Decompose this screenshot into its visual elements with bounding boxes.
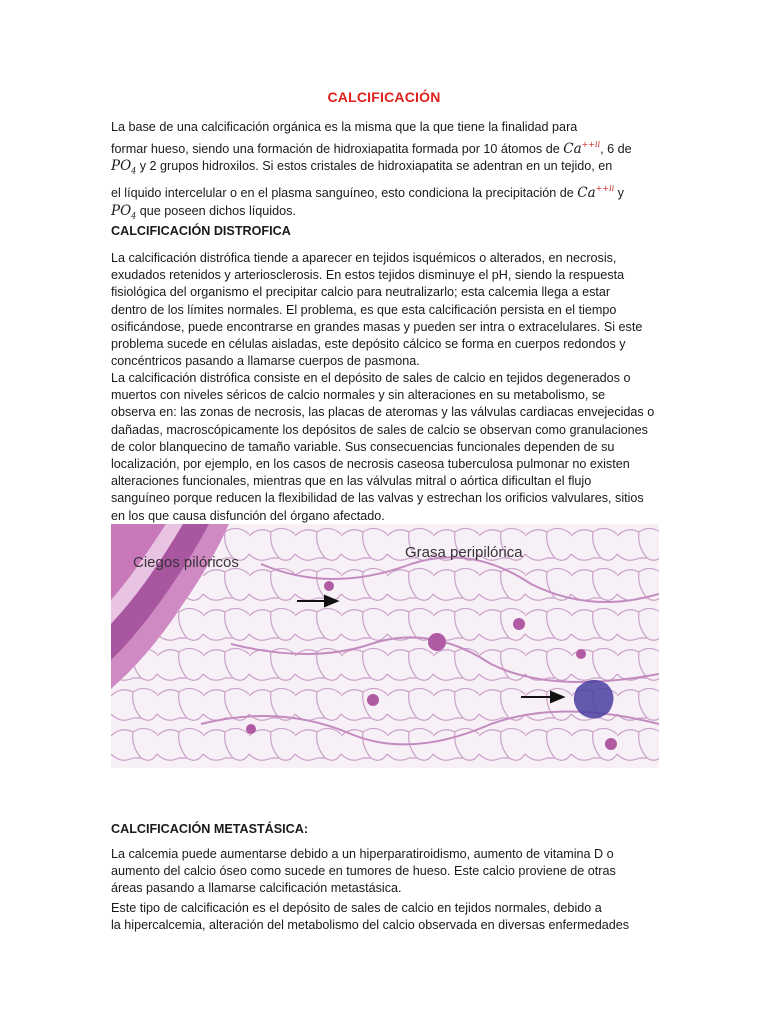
section-heading-metastasica: CALCIFICACIÓN METASTÁSICA: <box>111 822 309 836</box>
paragraph-line: problema sucede en células aisladas, este depósito cálcico se forma en cuerpos redondos y <box>111 337 626 352</box>
formula-charge: ++ii <box>595 184 615 194</box>
calcium-formula <box>563 141 600 157</box>
paragraph-line: sanguíneo porque reducen la flexibilidad de las valvas y estrechan los orificios valvulares, sitios <box>111 491 644 506</box>
figure-label-grasa: Grasa peripilórica <box>405 544 523 561</box>
intro-line <box>111 136 659 158</box>
intro-text: , 6 de <box>600 142 632 157</box>
paragraph-distrofica-1 <box>111 250 659 370</box>
intro-text: y <box>614 186 624 201</box>
paragraph-metastasica-1 <box>111 846 659 898</box>
histology-image <box>111 524 659 768</box>
formula-symbol: PO <box>111 202 132 219</box>
paragraph-line: áreas pasando a llamarse calcificación metastásica. <box>111 881 402 896</box>
paragraph-line: fisiológica del organismo el precipitar calcio para neutralizarlo; esta calcemia llega a estar <box>111 285 611 300</box>
formula-symbol: PO <box>111 158 132 175</box>
paragraph-line: Este tipo de calcificación es el depósito de sales de calcio en tejidos normales, debido a <box>111 901 602 915</box>
paragraph-distrofica-2 <box>111 370 659 525</box>
paragraph-line: aumento del calcio óseo como sucede en tumores de hueso. Este calcio proviene de otras <box>111 864 616 879</box>
intro-text: el líquido intercelular o en el plasma sanguíneo, esto condiciona la precipitación de <box>111 186 574 201</box>
intro-line <box>111 180 659 202</box>
paragraph-line: de color blanquecino de tamaño variable. Sus consecuencias funcionales dependen de su <box>111 439 615 454</box>
intro-line: La base de una calcificación orgánica es la misma que la que tiene la finalidad para <box>111 120 578 134</box>
formula-charge: ++ii <box>581 140 601 150</box>
paragraph-line: concéntricos pasando a llamarse cuerpos de pasmona. <box>111 354 420 369</box>
intro-text: que poseen dichos líquidos. <box>136 203 296 218</box>
formula-symbol: Ca <box>563 141 582 158</box>
section-heading-distrofica: CALCIFICACIÓN DISTROFICA <box>111 224 291 238</box>
paragraph-line: exudados retenidos y arteriosclerosis. En estos tejidos disminuye el pH, siendo la respuesta <box>111 268 625 283</box>
paragraph-line: localización, por ejemplo, en los casos de necrosis caseosa tuberculosa pulmonar no existen <box>111 457 630 472</box>
paragraph-line: La calcificación distrófica consiste en el depósito de sales de calcio en tejidos degenerados o <box>111 371 631 385</box>
paragraph-line: alteraciones funcionales, mientras que en las válvulas mitral o aórtica dificultan el flujo <box>111 474 592 489</box>
paragraph-line: en los que causa disfunción del órgano afectado. <box>111 508 385 523</box>
phosphate-formula <box>111 203 136 219</box>
paragraph-line: La calcemia puede aumentarse debido a un hiperparatiroidismo, aumento de vitamina D o <box>111 847 614 861</box>
paragraph-metastasica-2 <box>111 900 659 934</box>
paragraph-line: muertos con niveles séricos de calcio normales y sin alteraciones en su metabolismo, se <box>111 388 606 403</box>
paragraph-line: La calcificación distrófica tiende a aparecer en tejidos isquémicos o alterados, en necrosis, <box>111 251 617 265</box>
intro-text: y 2 grupos hidroxilos. Si estos cristales de hidroxiapatita se adentran en un tejido, en <box>136 159 613 174</box>
paragraph-line: la hipercalcemia, alteración del metabolismo del calcio observada en diversas enfermedades <box>111 918 630 933</box>
intro-line <box>111 158 659 180</box>
paragraph-line: dentro de los límites normales. El problema, es que esta calcificación persista en el tiempo <box>111 302 617 317</box>
formula-subscript: 4 <box>131 211 137 221</box>
paragraph-line: dañadas, macroscópicamente los depósitos de sales de calcio se observan como granulaciones <box>111 422 648 437</box>
intro-line <box>111 203 659 225</box>
phosphate-formula <box>111 158 137 177</box>
page-title: CALCIFICACIÓN <box>327 89 441 105</box>
calcium-formula <box>577 185 614 201</box>
formula-subscript: 4 <box>131 167 137 177</box>
paragraph-line: observa en: las zonas de necrosis, las placas de ateromas y las válvulas cardiacas envejecidas o <box>111 405 655 420</box>
formula-symbol: Ca <box>577 185 596 202</box>
intro-paragraph <box>111 119 659 224</box>
figure-label-ciegos: Ciegos pilóricos <box>133 554 239 571</box>
intro-text: formar hueso, siendo una formación de hidroxiapatita formada por 10 átomos de <box>111 142 560 157</box>
paragraph-line: osificándose, puede encontrarse en grandes masas y pueden ser intra o extracelulares. Si este <box>111 319 643 334</box>
